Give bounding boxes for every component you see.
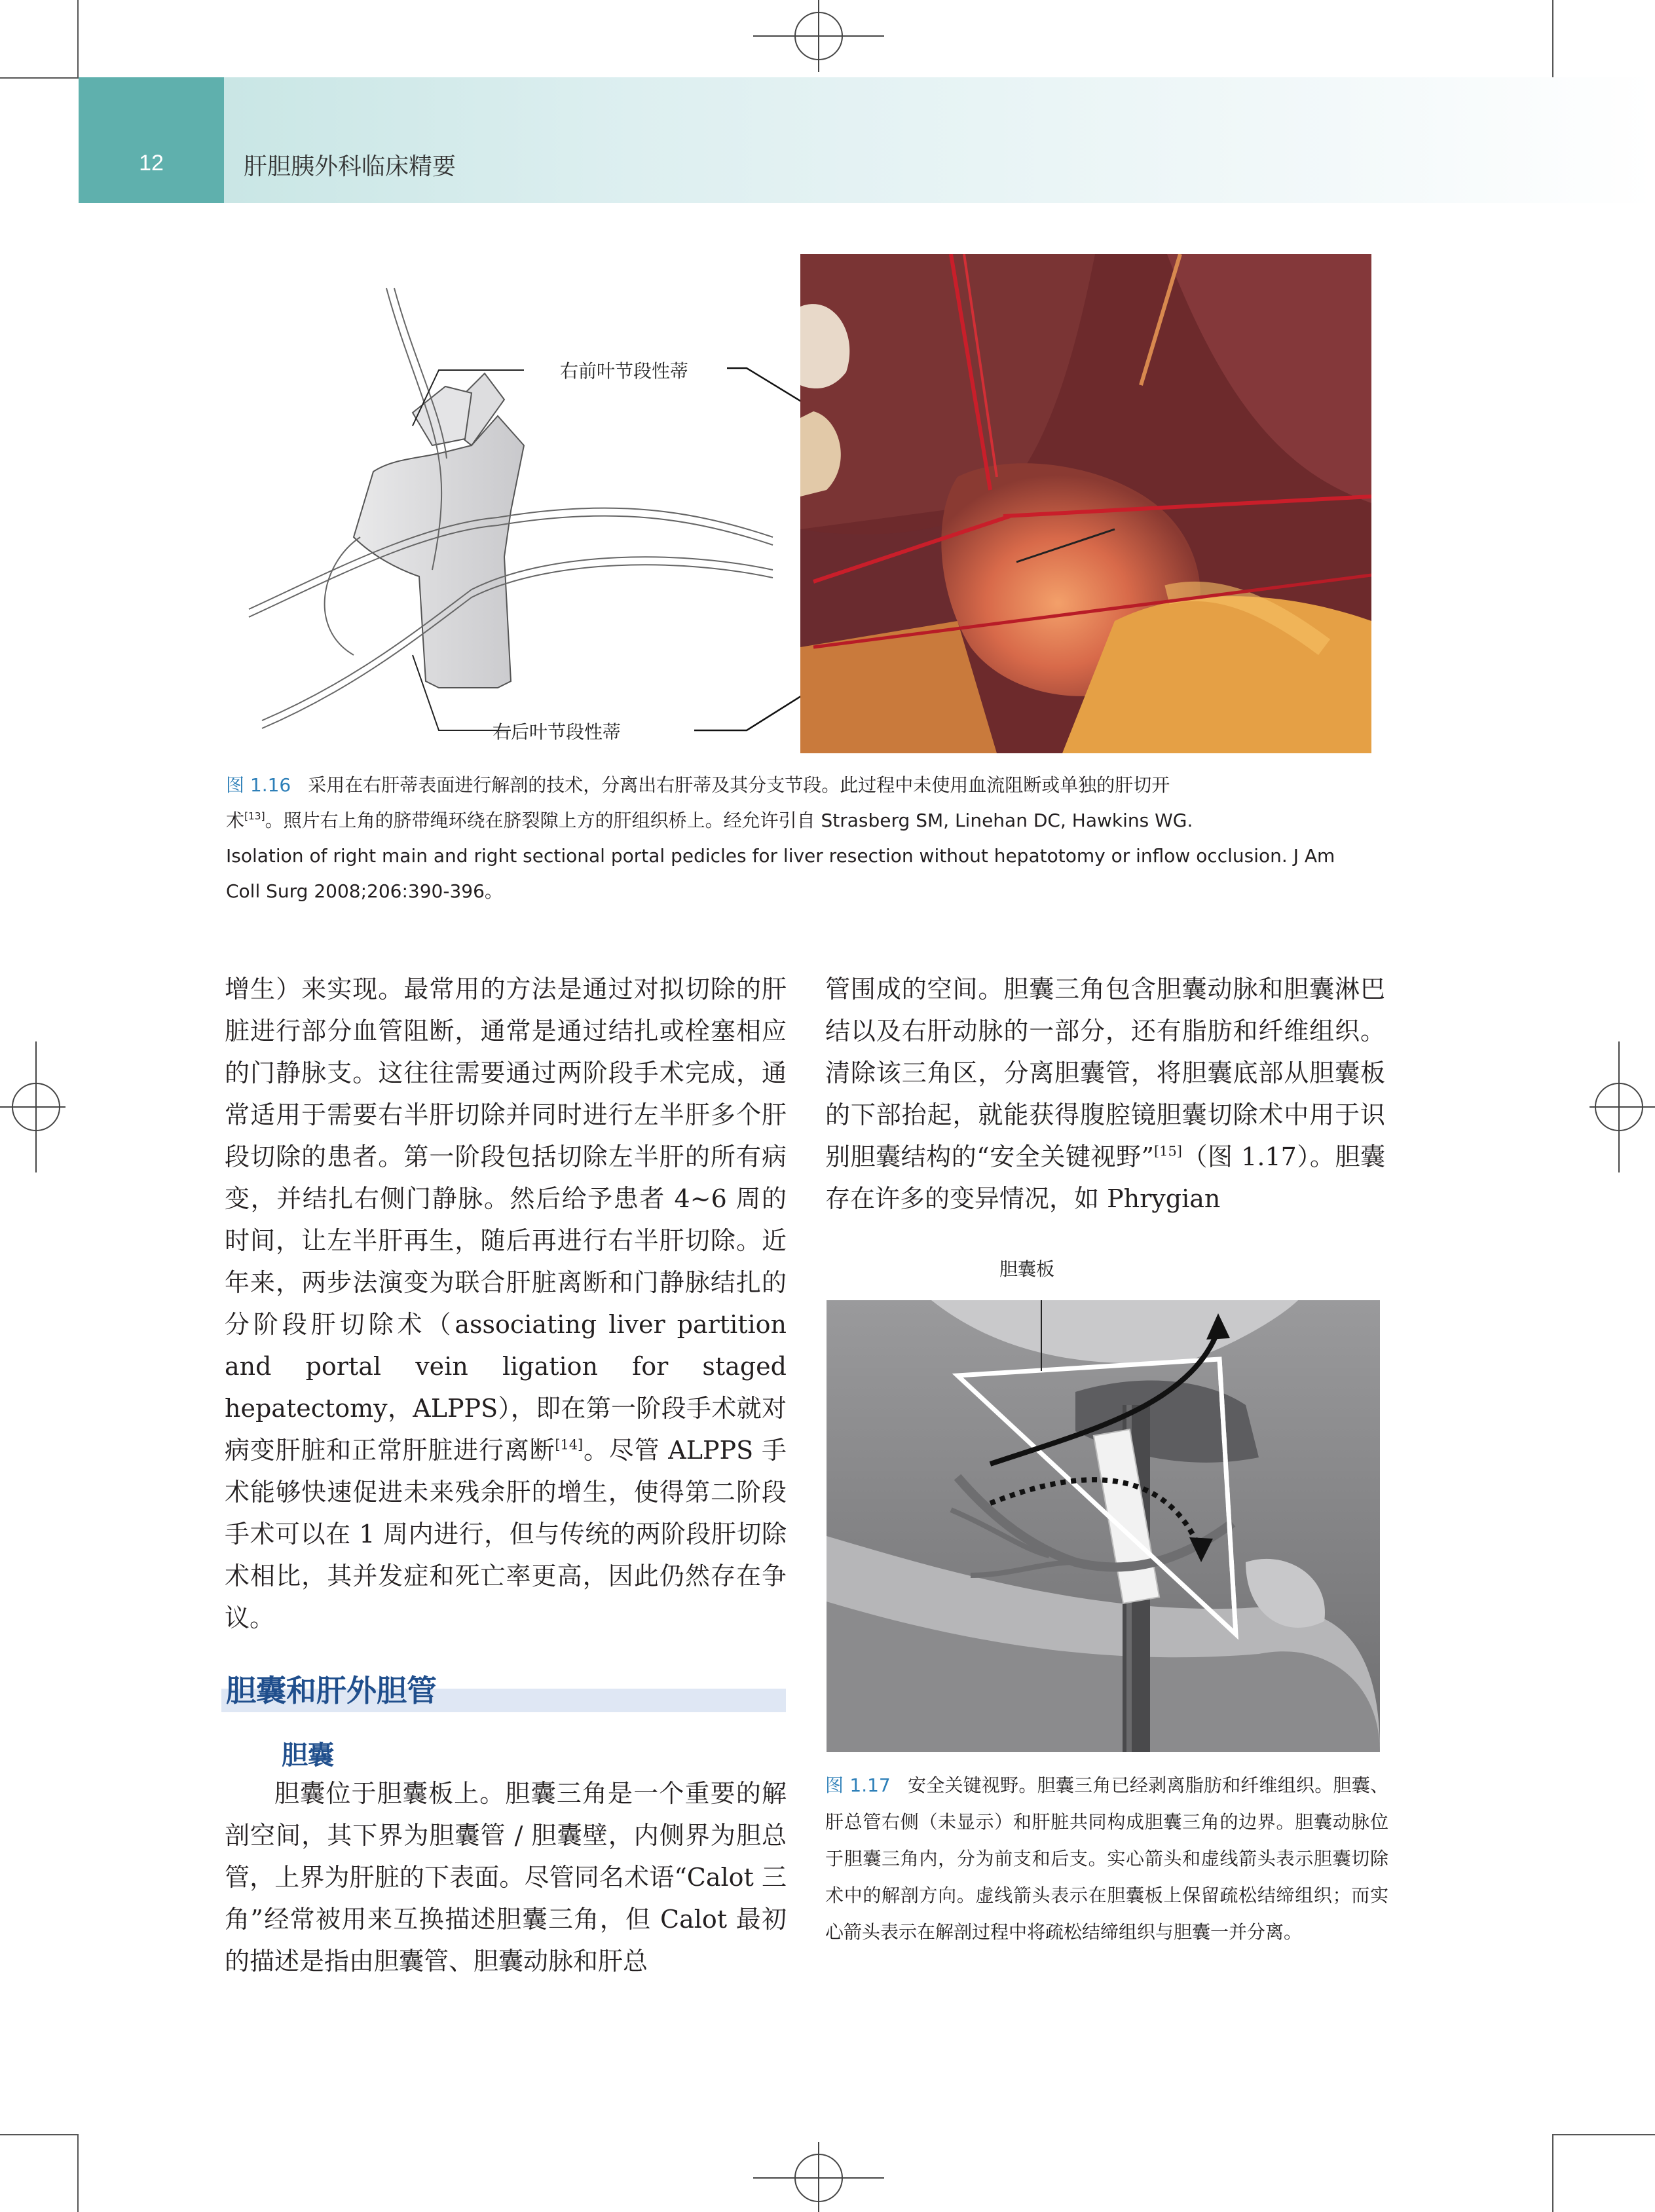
crop-mark	[1552, 0, 1553, 77]
figure-1-16-caption	[226, 768, 1385, 909]
caption-text: 采用在右肝蒂表面进行解剖的技术，分离出右肝蒂及其分支节段。此过程中未使用血流阻断或单独的肝切开	[308, 774, 1170, 796]
book-title: 肝胆胰外科临床精要	[244, 153, 456, 180]
crop-mark	[1552, 2134, 1553, 2212]
label-right-posterior-pedicle: 右后叶节段性蒂	[493, 721, 622, 743]
left-column-paragraph	[225, 968, 787, 1639]
left-column-paragraph-2	[225, 1772, 787, 1982]
caption-text: 术	[226, 810, 245, 831]
page-number: 12	[139, 151, 164, 176]
body-text: 。尽管 ALPPS 手术能够快速促进未来残余肝的增生，使得第二阶段手术可以在 1 周内进行，但与传统的两阶段肝切除术相比，其并发症和死亡率更高，因此仍然存在争议。	[225, 1436, 787, 1632]
label-gallbladder-plate: 胆囊板	[999, 1258, 1055, 1280]
crop-mark	[77, 2134, 79, 2212]
section-heading: 胆囊和肝外胆管	[226, 1673, 437, 1708]
crop-mark	[0, 2134, 79, 2135]
citation-ref: [15]	[1154, 1143, 1182, 1159]
figure-1-16-surgical-photo	[800, 254, 1371, 753]
caption-text: 安全关键视野。胆囊三角已经剥离脂肪和纤维组织。胆囊、肝总管右侧（未显示）和肝脏共同构成胆囊三角的边界。胆囊动脉位于胆囊三角内，分为前支和后支。实心箭头和虚线箭头表示胆囊切除术中的解剖方向。虚线箭头表示在胆囊板上保留疏松结缔组织；而实心箭头表示在解剖过程中将疏松结缔组织与胆囊一并分离。	[825, 1774, 1388, 1943]
caption-line-2	[226, 803, 1385, 838]
citation-ref: [13]	[244, 810, 265, 823]
caption-line-4: Coll Surg 2008;206:390-396。	[226, 880, 503, 902]
figure-label: 图 1.17	[825, 1774, 891, 1796]
body-text: 增生）来实现。最常用的方法是通过对拟切除的肝脏进行部分血管阻断，通常是通过结扎或栓塞相应的门静脉支。这往往需要通过两阶段手术完成，通常适用于需要右半肝切除并同时进行左半肝多个肝段切除的患者。第一阶段包括切除左半肝的所有病变，并结扎右侧门静脉。然后给予患者 4~6 周的时间，让左半肝再生，随后再进行右半肝切除。近年来，两步法演变为联合肝脏离断和门静脉结扎的分阶段肝切除术（associating liver partition and portal vein ligation for staged hepatectomy，ALPPS），即在第一阶段手术就对病变肝脏和正常肝脏进行离断	[225, 975, 787, 1465]
caption-line-3: Isolation of right main and right sectional portal pedicles for liver resection without hepatotomy or inflow occlusion. J Am	[226, 845, 1335, 867]
caption-line-1	[226, 768, 1385, 803]
page-number-box	[79, 77, 224, 203]
body-text: （图 1.17）。胆囊存在许多的变异情况，如 Phrygian	[825, 1142, 1385, 1213]
crop-mark	[77, 0, 79, 77]
crop-mark	[1552, 2134, 1655, 2135]
figure-1-17-diagram	[827, 1300, 1380, 1752]
figure-1-17-caption	[825, 1767, 1388, 1951]
registration-mark-left	[0, 1041, 65, 1172]
body-text: 管围成的空间。胆囊三角包含胆囊动脉和胆囊淋巴结以及右肝动脉的一部分，还有脂肪和纤维组织。清除该三角区，分离胆囊管，将胆囊底部从胆囊板的下部抬起，就能获得腹腔镜胆囊切除术中用于识别胆囊结构的“安全关键视野”	[825, 975, 1385, 1171]
body-text: 胆囊位于胆囊板上。胆囊三角是一个重要的解剖空间，其下界为胆囊管 / 胆囊壁，内侧界为胆总管，上界为肝脏的下表面。尽管同名术语“Calot 三角”经常被用来互换描述胆囊三角，但 Calot 最初的描述是指由胆囊管、胆囊动脉和肝总	[225, 1779, 787, 1976]
registration-mark-bottom	[753, 2142, 884, 2212]
registration-mark-right	[1590, 1041, 1655, 1172]
crop-mark	[0, 77, 79, 79]
caption-text: 。照片右上角的脐带绳环绕在脐裂隙上方的肝组织桥上。经允许引自 Strasberg SM, Linehan DC, Hawkins WG.	[265, 810, 1193, 831]
header-band	[79, 77, 1655, 203]
citation-ref: [14]	[555, 1436, 584, 1453]
subsection-heading: 胆囊	[282, 1740, 334, 1771]
registration-mark-top	[753, 0, 884, 72]
right-column-paragraph	[825, 968, 1385, 1220]
figure-label: 图 1.16	[226, 774, 291, 796]
label-right-anterior-pedicle: 右前叶节段性蒂	[560, 360, 689, 382]
